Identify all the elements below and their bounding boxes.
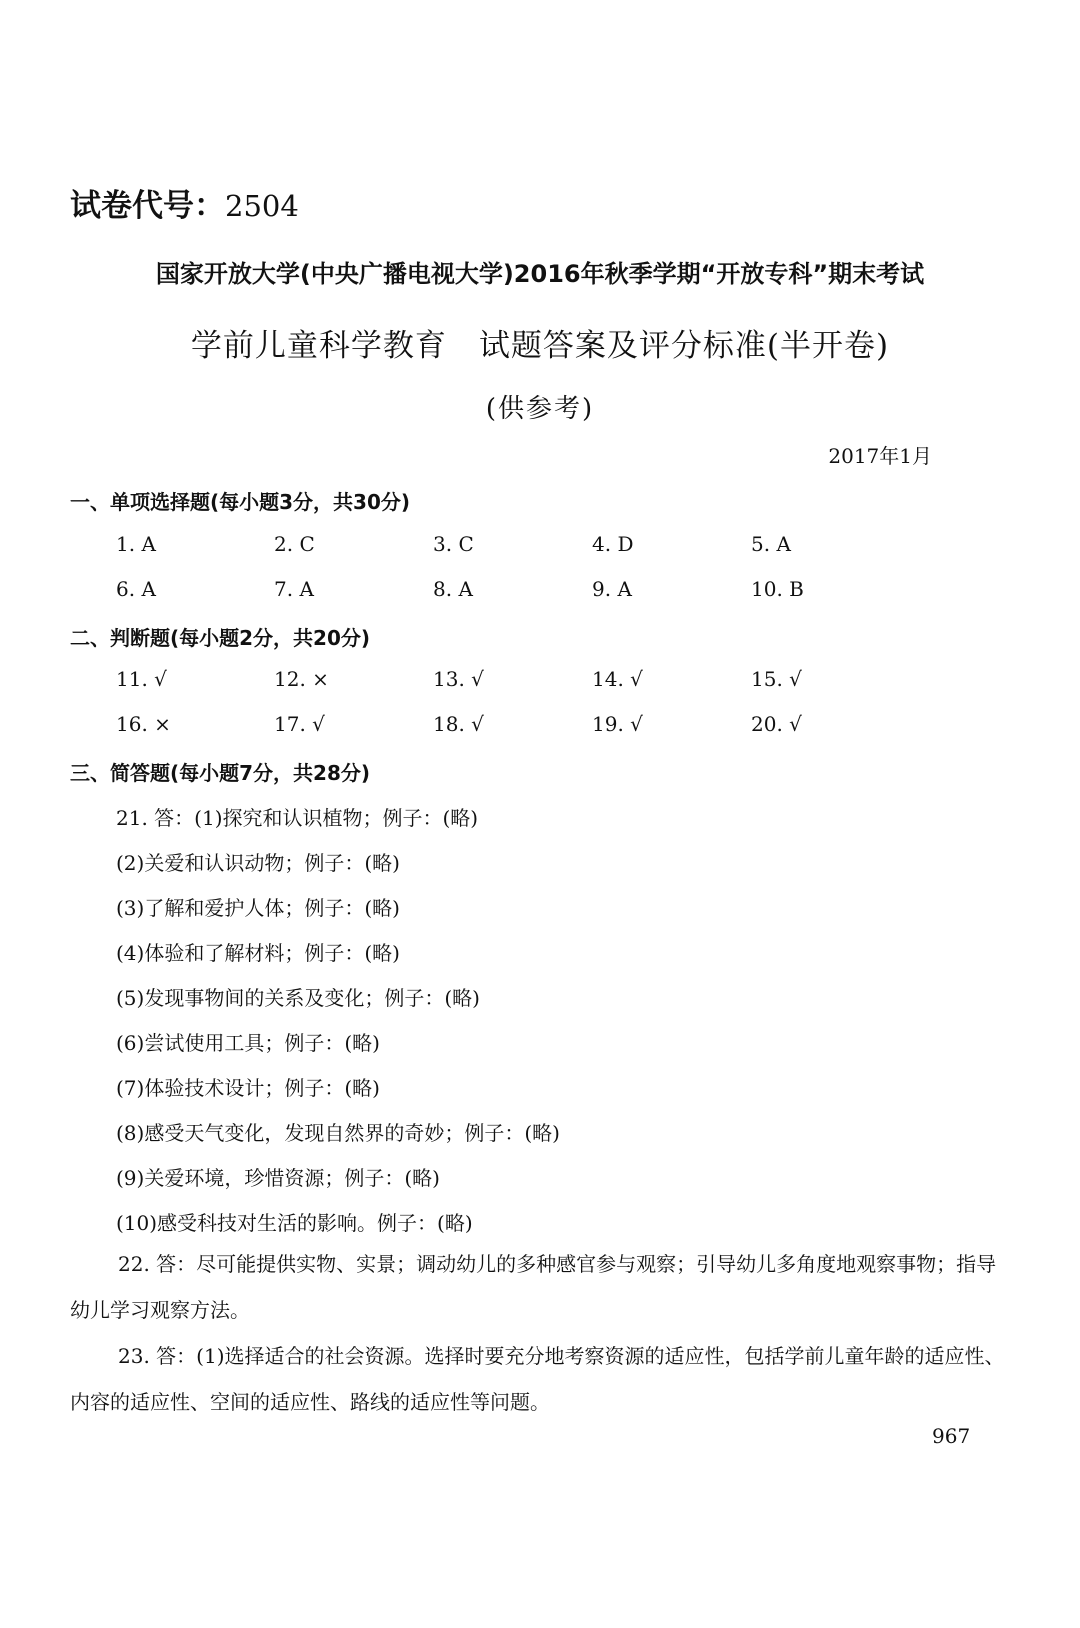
paper-code-label: 试卷代号： (70, 188, 225, 224)
reference-note: (供参考) (485, 394, 595, 424)
answer-item: 17. √ (274, 712, 325, 736)
section-2-title: 二、判断题(每小题2分，共20分) (70, 626, 371, 650)
answer-item: 14. √ (592, 667, 643, 691)
answer-item: 15. √ (751, 667, 802, 691)
answer-item: 9. A (592, 577, 632, 601)
answer-line: (6)尝试使用工具；例子：(略) (116, 1031, 380, 1055)
answer-item: 13. √ (433, 667, 484, 691)
answer-item: 5. A (751, 532, 791, 556)
exam-date: 2017年1月 (828, 444, 932, 468)
answer-item: 19. √ (592, 712, 643, 736)
answer-line: (8)感受天气变化，发现自然界的奇妙；例子：(略) (116, 1121, 560, 1145)
answer-line: (2)关爱和认识动物；例子：(略) (116, 851, 400, 875)
answer-paragraph-22: 22. 答：尽可能提供实物、实景；调动幼儿的多种感官参与观察；引导幼儿多角度地观察事物；指导幼儿学习观察方法。 (70, 1252, 997, 1322)
answer-item: 18. √ (433, 712, 484, 736)
paper-code (70, 180, 299, 225)
answer-line: 21. 答：(1)探究和认识植物；例子：(略) (116, 806, 479, 830)
answer-item: 11. √ (116, 667, 167, 691)
answer-line: (4)体验和了解材料；例子：(略) (116, 941, 400, 965)
answer-line: (9)关爱环境，珍惜资源；例子：(略) (116, 1166, 440, 1190)
answer-line: (3)了解和爱护人体；例子：(略) (116, 896, 400, 920)
answer-item: 20. √ (751, 712, 802, 736)
answer-line: (10)感受科技对生活的影响。例子：(略) (116, 1211, 473, 1235)
answer-item: 16. × (116, 712, 171, 736)
exam-title: 国家开放大学(中央广播电视大学)2016年秋季学期“开放专科”期末考试 (155, 260, 925, 288)
answer-item: 7. A (274, 577, 314, 601)
answer-item: 1. A (116, 532, 156, 556)
answer-item: 3. C (433, 532, 474, 556)
answer-line: (7)体验技术设计；例子：(略) (116, 1076, 380, 1100)
page-number: 967 (932, 1424, 971, 1448)
answer-paragraph-23: 23. 答：(1)选择适合的社会资源。选择时要充分地考察资源的适应性，包括学前儿童年龄的适应性、内容的适应性、空间的适应性、路线的适应性等问题。 (70, 1344, 1005, 1414)
answer-line: (5)发现事物间的关系及变化；例子：(略) (116, 986, 480, 1010)
answer-item: 10. B (751, 577, 804, 601)
answer-item: 8. A (433, 577, 473, 601)
answer-item: 6. A (116, 577, 156, 601)
section-3-title: 三、简答题(每小题7分，共28分) (70, 761, 371, 785)
section-1-title: 一、单项选择题(每小题3分，共30分) (70, 490, 411, 514)
paper-title: 学前儿童科学教育 试题答案及评分标准(半开卷) (190, 328, 890, 364)
paper-code-value: 2504 (225, 189, 299, 223)
answer-item: 12. × (274, 667, 329, 691)
answer-item: 4. D (592, 532, 634, 556)
answer-item: 2. C (274, 532, 315, 556)
